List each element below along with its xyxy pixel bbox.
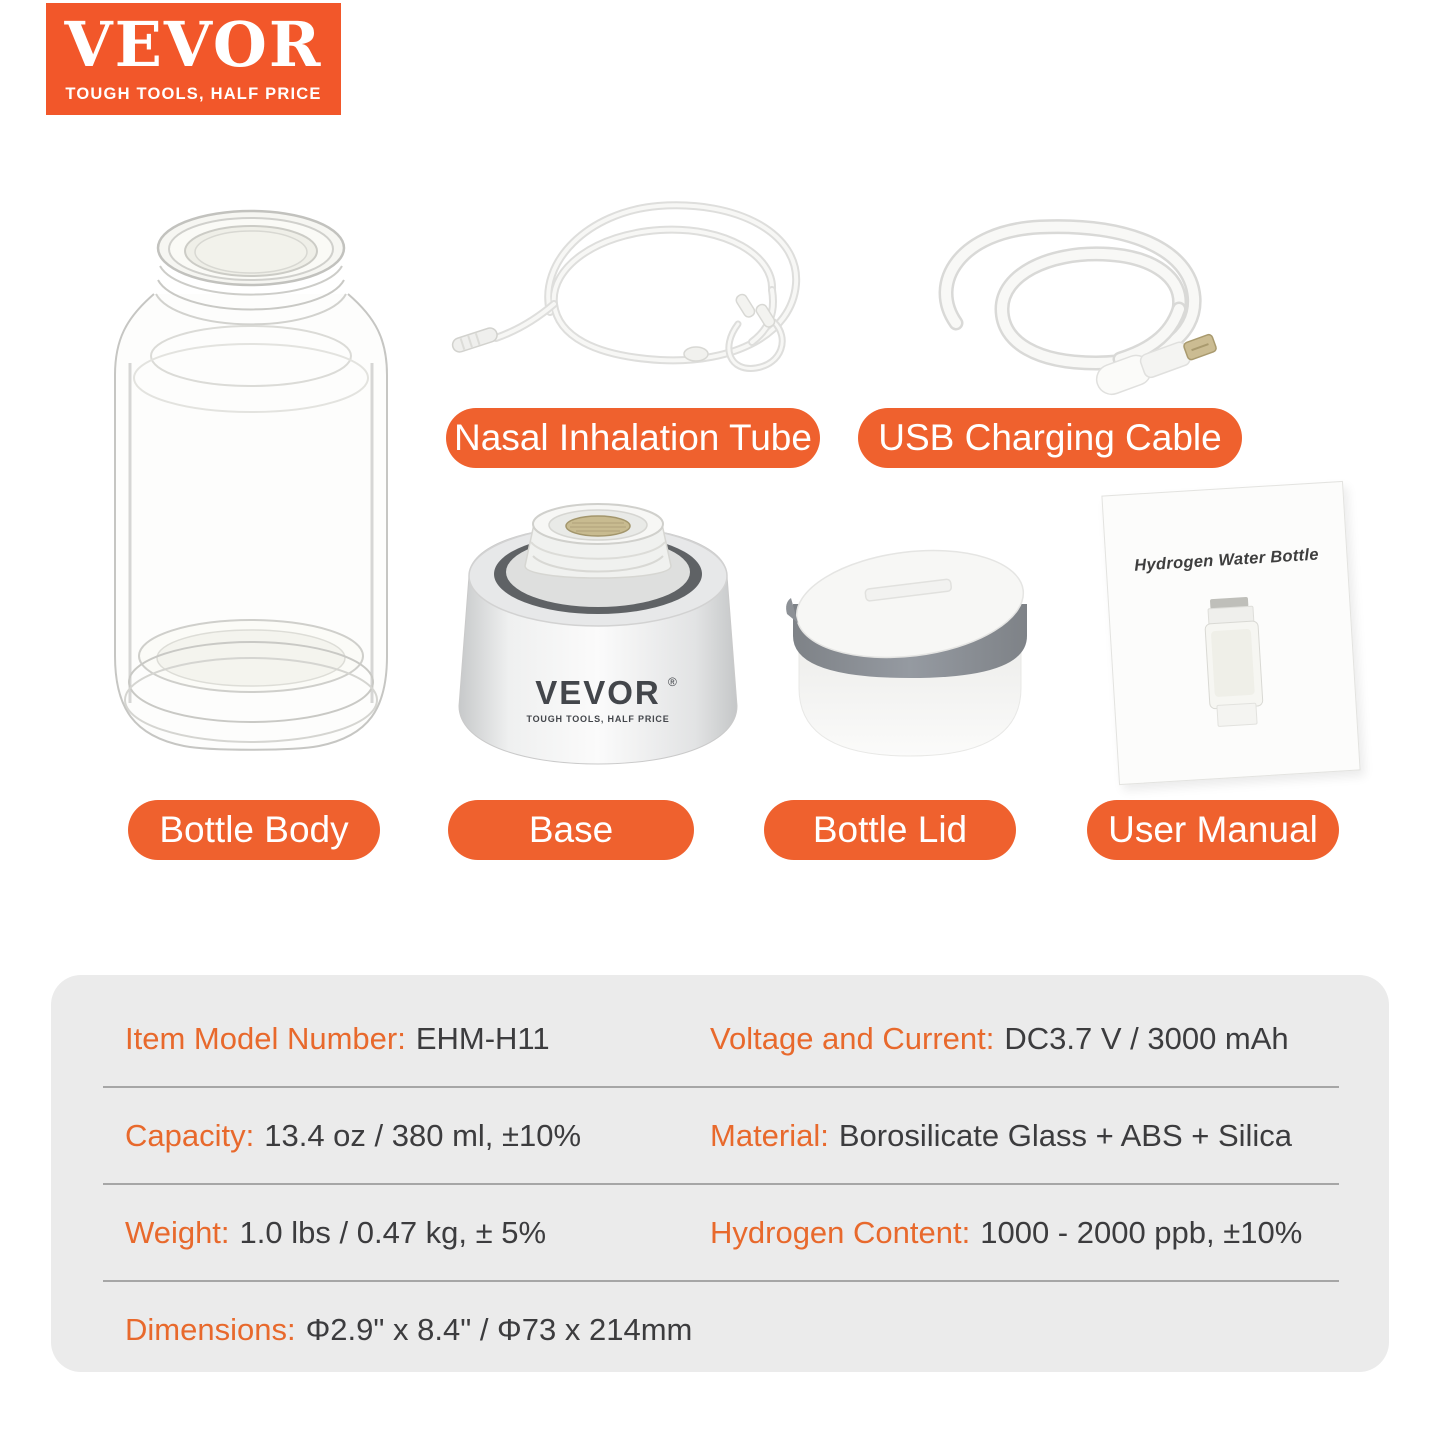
- spec-label: Hydrogen Content:: [710, 1214, 971, 1250]
- spec-item-model-number: [125, 1021, 710, 1057]
- spec-value: 13.4 oz / 380 ml, ±10%: [264, 1117, 582, 1153]
- spec-label: Material:: [710, 1117, 829, 1153]
- base-tagline-text: TOUGH TOOLS, HALF PRICE: [526, 714, 670, 724]
- spec-label: Weight:: [125, 1214, 230, 1250]
- nasal-tube-illustration: [438, 172, 842, 394]
- vevor-logo: [46, 3, 341, 115]
- manual-bottle-figure: [1201, 596, 1265, 727]
- label-bottle-lid: Bottle Lid: [764, 800, 1016, 860]
- spec-row-model-voltage: [51, 991, 1389, 1086]
- manual-bottle-bottom: [1216, 703, 1257, 727]
- spec-label: Dimensions:: [125, 1311, 296, 1347]
- base-illustration: [452, 502, 744, 772]
- spec-label: Item Model Number:: [125, 1020, 406, 1056]
- spec-material: [710, 1118, 1349, 1154]
- spec-row-capacity-material: [51, 1088, 1389, 1183]
- nasal-tube-photo: [438, 172, 842, 394]
- spec-voltage-current: [710, 1021, 1349, 1057]
- user-manual-photo: [1101, 481, 1360, 785]
- label-nasal-inhalation-tube: Nasal Inhalation Tube: [446, 408, 820, 468]
- spec-capacity: [125, 1118, 710, 1154]
- base-photo: [452, 502, 744, 772]
- brand-name: VEVOR: [64, 8, 323, 81]
- spec-label: Capacity:: [125, 1117, 255, 1153]
- spec-value: Borosilicate Glass + ABS + Silica: [838, 1117, 1293, 1153]
- spec-value: 1.0 lbs / 0.47 kg, ± 5%: [239, 1214, 547, 1250]
- label-bottle-body: Bottle Body: [128, 800, 380, 860]
- spec-label: Voltage and Current:: [710, 1020, 995, 1056]
- bottle-lid-illustration: [775, 540, 1045, 768]
- spec-value: DC3.7 V / 3000 mAh: [1004, 1020, 1289, 1056]
- manual-bottle-fill: [1211, 629, 1255, 697]
- base-registered-mark: ®: [668, 675, 677, 689]
- spec-value: Φ2.9" x 8.4" / Φ73 x 214mm: [305, 1311, 693, 1347]
- label-user-manual: User Manual: [1087, 800, 1339, 860]
- spec-value: 1000 - 2000 ppb, ±10%: [980, 1214, 1303, 1250]
- brand-tagline: TOUGH TOOLS, HALF PRICE: [65, 85, 322, 103]
- usb-cable-photo: [898, 205, 1242, 405]
- spec-dimensions: [125, 1312, 710, 1348]
- label-base: Base: [448, 800, 694, 860]
- spec-value: EHM-H11: [415, 1020, 550, 1056]
- specifications-panel: [51, 975, 1389, 1372]
- glass-bottle-illustration: [103, 188, 399, 763]
- usb-cable-illustration: [898, 205, 1242, 405]
- manual-title: Hydrogen Water Bottle: [1133, 545, 1320, 575]
- label-usb-charging-cable: USB Charging Cable: [858, 408, 1242, 468]
- bottle-body-photo: [103, 188, 399, 763]
- spec-hydrogen-content: [710, 1215, 1349, 1251]
- base-brand-text: VEVOR: [535, 674, 661, 711]
- spec-weight: [125, 1215, 710, 1251]
- spec-row-weight-hydrogen: [51, 1185, 1389, 1280]
- bottle-lid-photo: [775, 540, 1045, 768]
- spec-row-dimensions: [51, 1282, 1389, 1377]
